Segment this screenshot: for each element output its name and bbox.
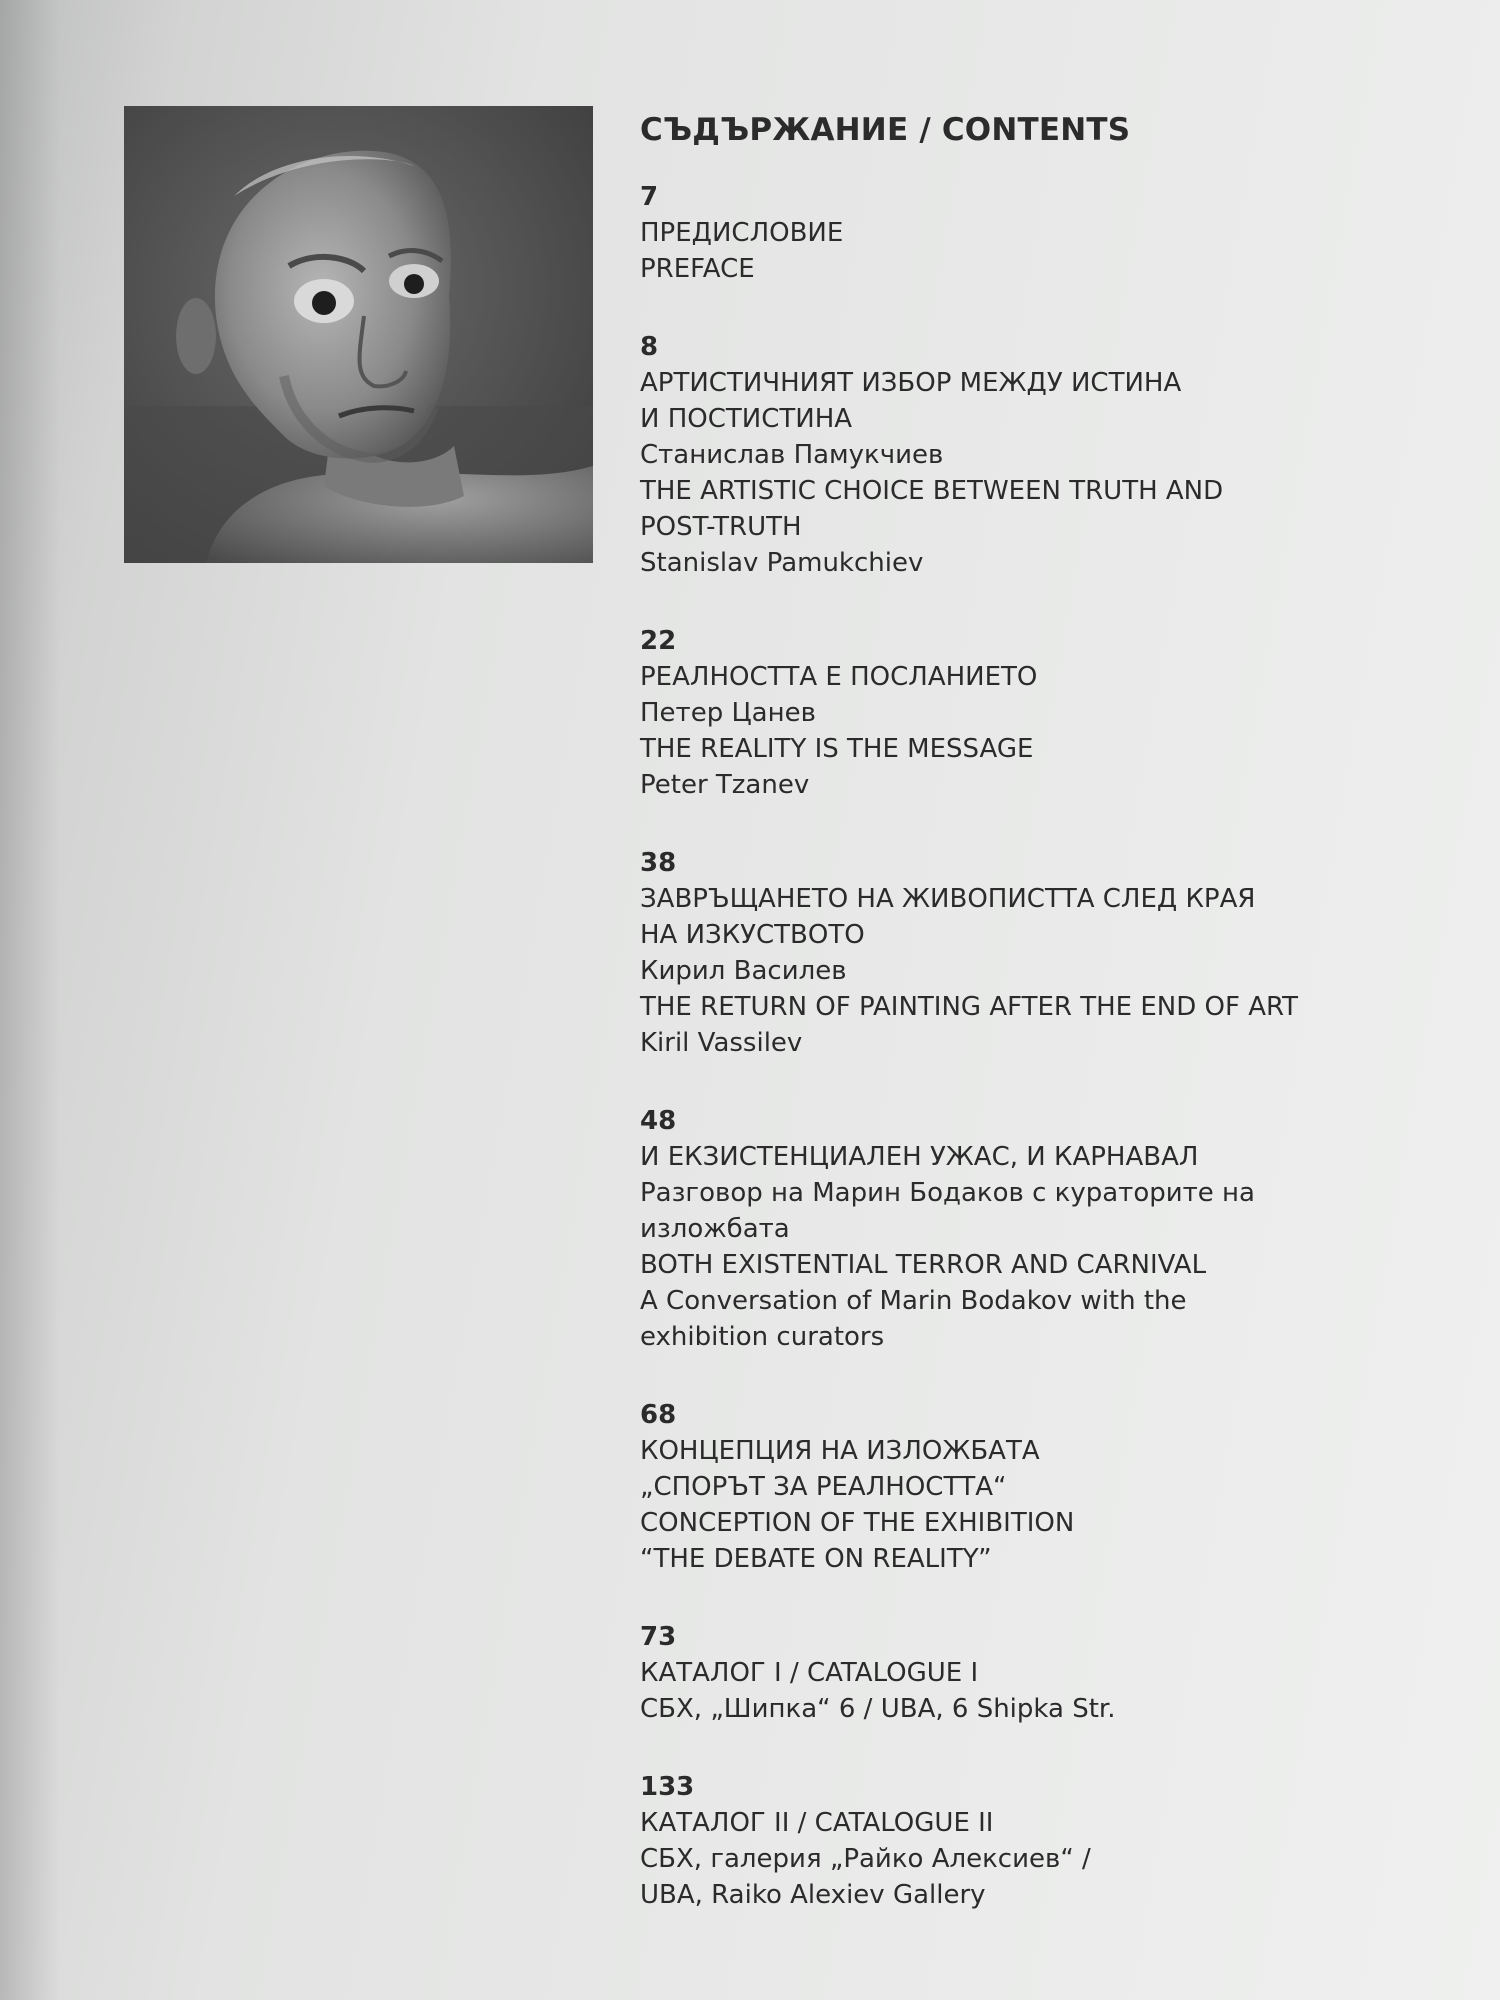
table-of-contents — [640, 112, 1460, 1955]
toc-line: “THE DEBATE ON REALITY” — [640, 1544, 992, 1574]
toc-line: Кирил Василев — [640, 956, 847, 986]
toc-page-number: 8 — [640, 332, 659, 362]
toc-page-number: 133 — [640, 1772, 695, 1802]
toc-line: UBA, Raiko Alexiev Gallery — [640, 1880, 986, 1910]
toc-line: Петер Цанев — [640, 698, 816, 728]
toc-entry — [640, 1103, 1460, 1355]
contents-title: СЪДЪРЖАНИЕ / CONTENTS — [640, 112, 1131, 148]
toc-line: Kiril Vassilev — [640, 1028, 803, 1058]
toc-line: Станислав Памукчиев — [640, 440, 944, 470]
toc-line: РЕАЛНОСТТА Е ПОСЛАНИЕТО — [640, 662, 1038, 692]
toc-line: Разговор на Марин Бодаков с кураторите на — [640, 1178, 1255, 1208]
toc-line: КОНЦЕПЦИЯ НА ИЗЛОЖБАТА — [640, 1436, 1040, 1466]
toc-line: И ПОСТИСТИНА — [640, 404, 853, 434]
toc-entry — [640, 179, 1460, 287]
toc-line: exhibition curators — [640, 1322, 885, 1352]
toc-entry — [640, 1397, 1460, 1577]
toc-entry — [640, 1619, 1460, 1727]
toc-line: изложбата — [640, 1214, 790, 1244]
toc-line: PREFACE — [640, 254, 755, 284]
toc-line: НА ИЗКУСТВОТО — [640, 920, 865, 950]
toc-line: CONCEPTION OF THE EXHIBITION — [640, 1508, 1075, 1538]
toc-page-number: 38 — [640, 848, 677, 878]
toc-line: „СПОРЪТ ЗА РЕАЛНОСТТА“ — [640, 1472, 1007, 1502]
toc-line: Stanislav Pamukchiev — [640, 548, 924, 578]
toc-page-number: 68 — [640, 1400, 677, 1430]
toc-line: THE RETURN OF PAINTING AFTER THE END OF ART — [640, 992, 1299, 1022]
toc-entry — [640, 623, 1460, 803]
toc-line: КАТАЛОГ II / CATALOGUE II — [640, 1808, 994, 1838]
toc-line: BOTH EXISTENTIAL TERROR AND CARNIVAL — [640, 1250, 1207, 1280]
toc-line: A Conversation of Marin Bodakov with the — [640, 1286, 1187, 1316]
page-gutter-shadow — [0, 0, 60, 2000]
toc-line: СБХ, галерия „Райко Алексиев“ / — [640, 1844, 1091, 1874]
toc-line: Peter Tzanev — [640, 770, 810, 800]
toc-entry — [640, 845, 1460, 1061]
toc-line: ПРЕДИСЛОВИЕ — [640, 218, 844, 248]
toc-page-number: 73 — [640, 1622, 677, 1652]
toc-line: СБХ, „Шипка“ 6 / UBA, 6 Shipka Str. — [640, 1694, 1116, 1724]
toc-line: ЗАВРЪЩАНЕТО НА ЖИВОПИСТТА СЛЕД КРАЯ — [640, 884, 1256, 914]
sculpture-bust-photo — [124, 106, 593, 563]
toc-entry — [640, 329, 1460, 581]
toc-line: THE ARTISTIC CHOICE BETWEEN TRUTH AND — [640, 476, 1224, 506]
toc-entry — [640, 1769, 1460, 1913]
toc-line: КАТАЛОГ I / CATALOGUE I — [640, 1658, 979, 1688]
toc-page-number: 48 — [640, 1106, 677, 1136]
toc-page-number: 7 — [640, 182, 659, 212]
toc-line: АРТИСТИЧНИЯТ ИЗБОР МЕЖДУ ИСТИНА — [640, 368, 1182, 398]
toc-line: POST-TRUTH — [640, 512, 802, 542]
toc-line: И ЕКЗИСТЕНЦИАЛЕН УЖАС, И КАРНАВАЛ — [640, 1142, 1199, 1172]
toc-page-number: 22 — [640, 626, 677, 656]
toc-line: THE REALITY IS THE MESSAGE — [640, 734, 1034, 764]
